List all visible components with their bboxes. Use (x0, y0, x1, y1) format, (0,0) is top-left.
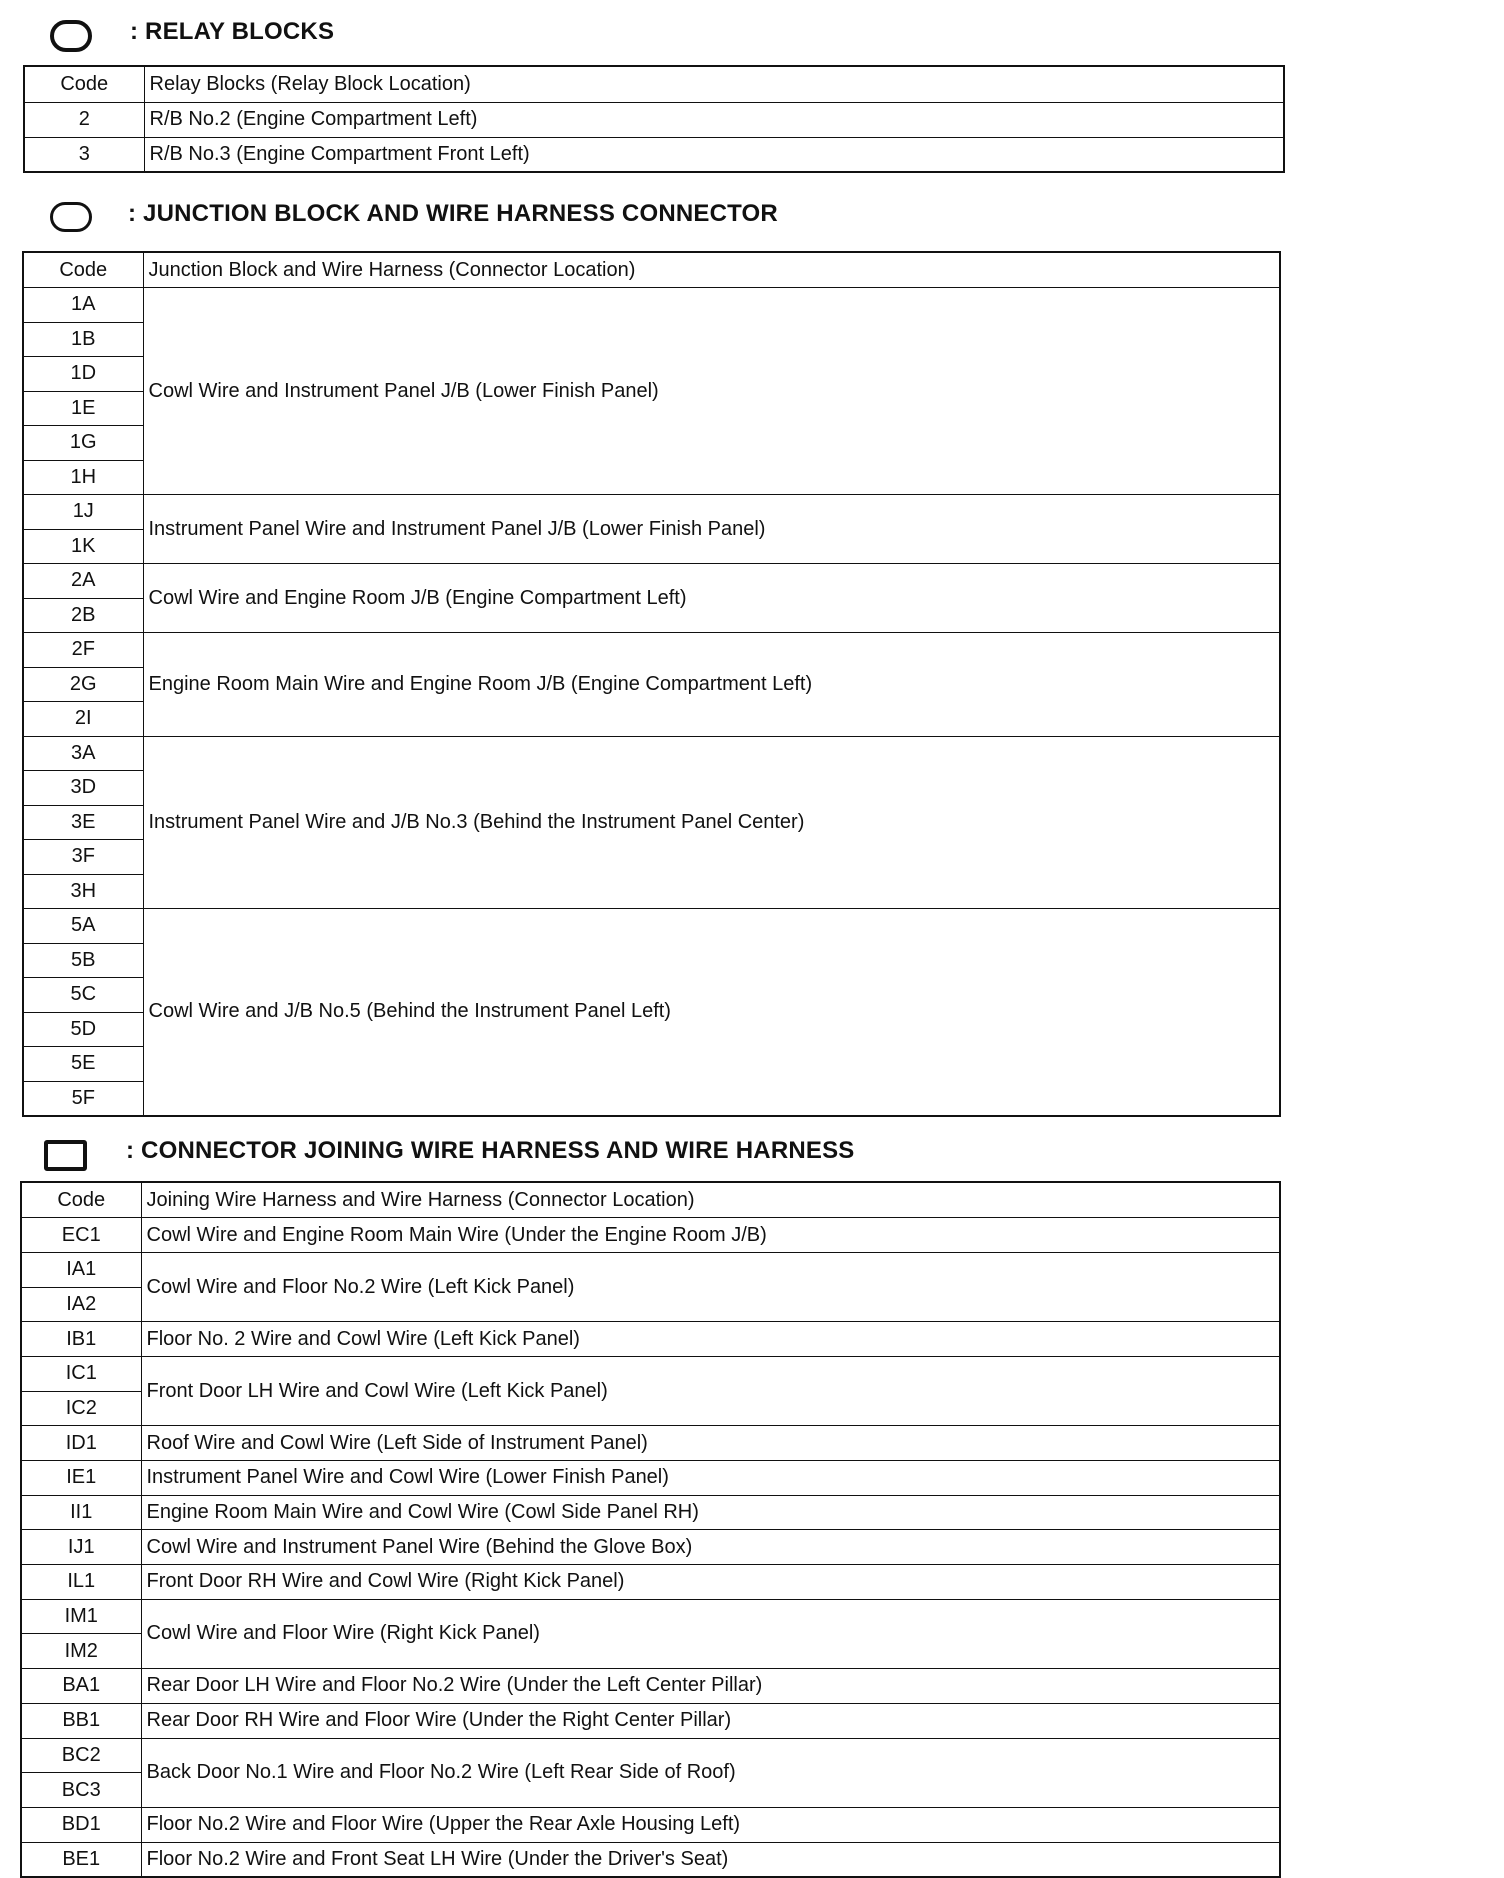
row-code: 1B (23, 322, 143, 357)
row-code: 1K (23, 529, 143, 564)
row-code: ID1 (21, 1426, 141, 1461)
row-description: Front Door LH Wire and Cowl Wire (Left Kick Panel) (141, 1356, 1280, 1425)
table-row (23, 564, 1280, 599)
table-row (21, 1356, 1280, 1391)
row-code: BC2 (21, 1738, 141, 1773)
row-description: Instrument Panel Wire and Instrument Panel J/B (Lower Finish Panel) (143, 495, 1280, 564)
row-description: Cowl Wire and Instrument Panel J/B (Lower Finish Panel) (143, 288, 1280, 495)
row-code: IC1 (21, 1356, 141, 1391)
row-code: 3H (23, 874, 143, 909)
table-row (23, 495, 1280, 530)
table-row (24, 102, 1284, 137)
table-row (21, 1461, 1280, 1496)
row-code: 2 (24, 102, 144, 137)
row-code: 1G (23, 426, 143, 461)
row-code: 5F (23, 1081, 143, 1116)
table-row (23, 909, 1280, 944)
row-code: IE1 (21, 1461, 141, 1496)
row-description: Cowl Wire and Floor No.2 Wire (Left Kick Panel) (141, 1252, 1280, 1321)
table-row (21, 1252, 1280, 1287)
row-description: Engine Room Main Wire and Cowl Wire (Cowl Side Panel RH) (141, 1495, 1280, 1530)
section-title-connector: : CONNECTOR JOINING WIRE HARNESS AND WIRE HARNESS (126, 1137, 855, 1164)
junction-block-table (22, 251, 1281, 1117)
row-description: Cowl Wire and Engine Room J/B (Engine Compartment Left) (143, 564, 1280, 633)
row-code: IL1 (21, 1565, 141, 1600)
row-description: R/B No.3 (Engine Compartment Front Left) (144, 137, 1284, 172)
row-code: BD1 (21, 1807, 141, 1842)
row-code: 2I (23, 702, 143, 737)
table-row (23, 736, 1280, 771)
rounded-rectangle-icon (50, 202, 92, 232)
table-row (21, 1842, 1280, 1877)
row-description: Front Door RH Wire and Cowl Wire (Right Kick Panel) (141, 1565, 1280, 1600)
row-code: 1J (23, 495, 143, 530)
header-code: Code (24, 66, 144, 102)
table-row (23, 288, 1280, 323)
connector-table (20, 1181, 1281, 1878)
row-description: R/B No.2 (Engine Compartment Left) (144, 102, 1284, 137)
row-code: IM2 (21, 1634, 141, 1669)
table-row (21, 1495, 1280, 1530)
row-code: BC3 (21, 1773, 141, 1808)
row-description: Instrument Panel Wire and J/B No.3 (Behind the Instrument Panel Center) (143, 736, 1280, 909)
table-row (23, 633, 1280, 668)
table-row (21, 1807, 1280, 1842)
row-code: 1D (23, 357, 143, 392)
row-code: IM1 (21, 1599, 141, 1634)
row-code: IJ1 (21, 1530, 141, 1565)
header-code: Code (21, 1182, 141, 1218)
header-description: Joining Wire Harness and Wire Harness (Connector Location) (141, 1182, 1280, 1218)
table-row (21, 1565, 1280, 1600)
row-code: BE1 (21, 1842, 141, 1877)
row-description: Rear Door RH Wire and Floor Wire (Under the Right Center Pillar) (141, 1703, 1280, 1738)
row-code: IC2 (21, 1391, 141, 1426)
table-row (21, 1599, 1280, 1634)
row-code: IA1 (21, 1252, 141, 1287)
row-code: 1H (23, 460, 143, 495)
row-description: Cowl Wire and Instrument Panel Wire (Behind the Glove Box) (141, 1530, 1280, 1565)
row-code: 2B (23, 598, 143, 633)
row-code: 5A (23, 909, 143, 944)
row-description: Floor No.2 Wire and Floor Wire (Upper the Rear Axle Housing Left) (141, 1807, 1280, 1842)
row-code: 3D (23, 771, 143, 806)
row-code: 1E (23, 391, 143, 426)
row-description: Floor No.2 Wire and Front Seat LH Wire (Under the Driver's Seat) (141, 1842, 1280, 1877)
table-row (24, 137, 1284, 172)
table-row (21, 1669, 1280, 1704)
row-description: Rear Door LH Wire and Floor No.2 Wire (Under the Left Center Pillar) (141, 1669, 1280, 1704)
header-description: Relay Blocks (Relay Block Location) (144, 66, 1284, 102)
row-description: Floor No. 2 Wire and Cowl Wire (Left Kick Panel) (141, 1322, 1280, 1357)
row-code: 2F (23, 633, 143, 668)
table-header-row (23, 252, 1280, 288)
table-row (21, 1530, 1280, 1565)
header-description: Junction Block and Wire Harness (Connector Location) (143, 252, 1280, 288)
row-description: Engine Room Main Wire and Engine Room J/B (Engine Compartment Left) (143, 633, 1280, 737)
row-code: BA1 (21, 1669, 141, 1704)
row-description: Back Door No.1 Wire and Floor No.2 Wire (Left Rear Side of Roof) (141, 1738, 1280, 1807)
row-code: IA2 (21, 1287, 141, 1322)
row-code: 5B (23, 943, 143, 978)
row-code: II1 (21, 1495, 141, 1530)
row-description: Instrument Panel Wire and Cowl Wire (Lower Finish Panel) (141, 1461, 1280, 1496)
header-code: Code (23, 252, 143, 288)
row-code: 1A (23, 288, 143, 323)
row-code: 3A (23, 736, 143, 771)
section-title-junction-block: : JUNCTION BLOCK AND WIRE HARNESS CONNECTOR (128, 200, 778, 227)
row-description: Cowl Wire and J/B No.5 (Behind the Instrument Panel Left) (143, 909, 1280, 1116)
table-row (21, 1738, 1280, 1773)
table-header-row (21, 1182, 1280, 1218)
table-row (21, 1426, 1280, 1461)
square-icon (44, 1140, 87, 1171)
table-row (21, 1322, 1280, 1357)
row-code: 5E (23, 1047, 143, 1082)
row-description: Roof Wire and Cowl Wire (Left Side of Instrument Panel) (141, 1426, 1280, 1461)
row-code: 3 (24, 137, 144, 172)
row-code: BB1 (21, 1703, 141, 1738)
row-code: 5C (23, 978, 143, 1013)
row-code: 3E (23, 805, 143, 840)
table-row (21, 1703, 1280, 1738)
row-description: Cowl Wire and Floor Wire (Right Kick Panel) (141, 1599, 1280, 1668)
row-code: 2G (23, 667, 143, 702)
table-row (21, 1218, 1280, 1253)
row-code: 2A (23, 564, 143, 599)
table-header-row (24, 66, 1284, 102)
section-title-relay-blocks: : RELAY BLOCKS (130, 18, 335, 45)
row-code: EC1 (21, 1218, 141, 1253)
row-code: 5D (23, 1012, 143, 1047)
row-code: 3F (23, 840, 143, 875)
rounded-oval-icon (50, 20, 92, 52)
row-code: IB1 (21, 1322, 141, 1357)
relay-blocks-table (23, 65, 1285, 173)
row-description: Cowl Wire and Engine Room Main Wire (Under the Engine Room J/B) (141, 1218, 1280, 1253)
